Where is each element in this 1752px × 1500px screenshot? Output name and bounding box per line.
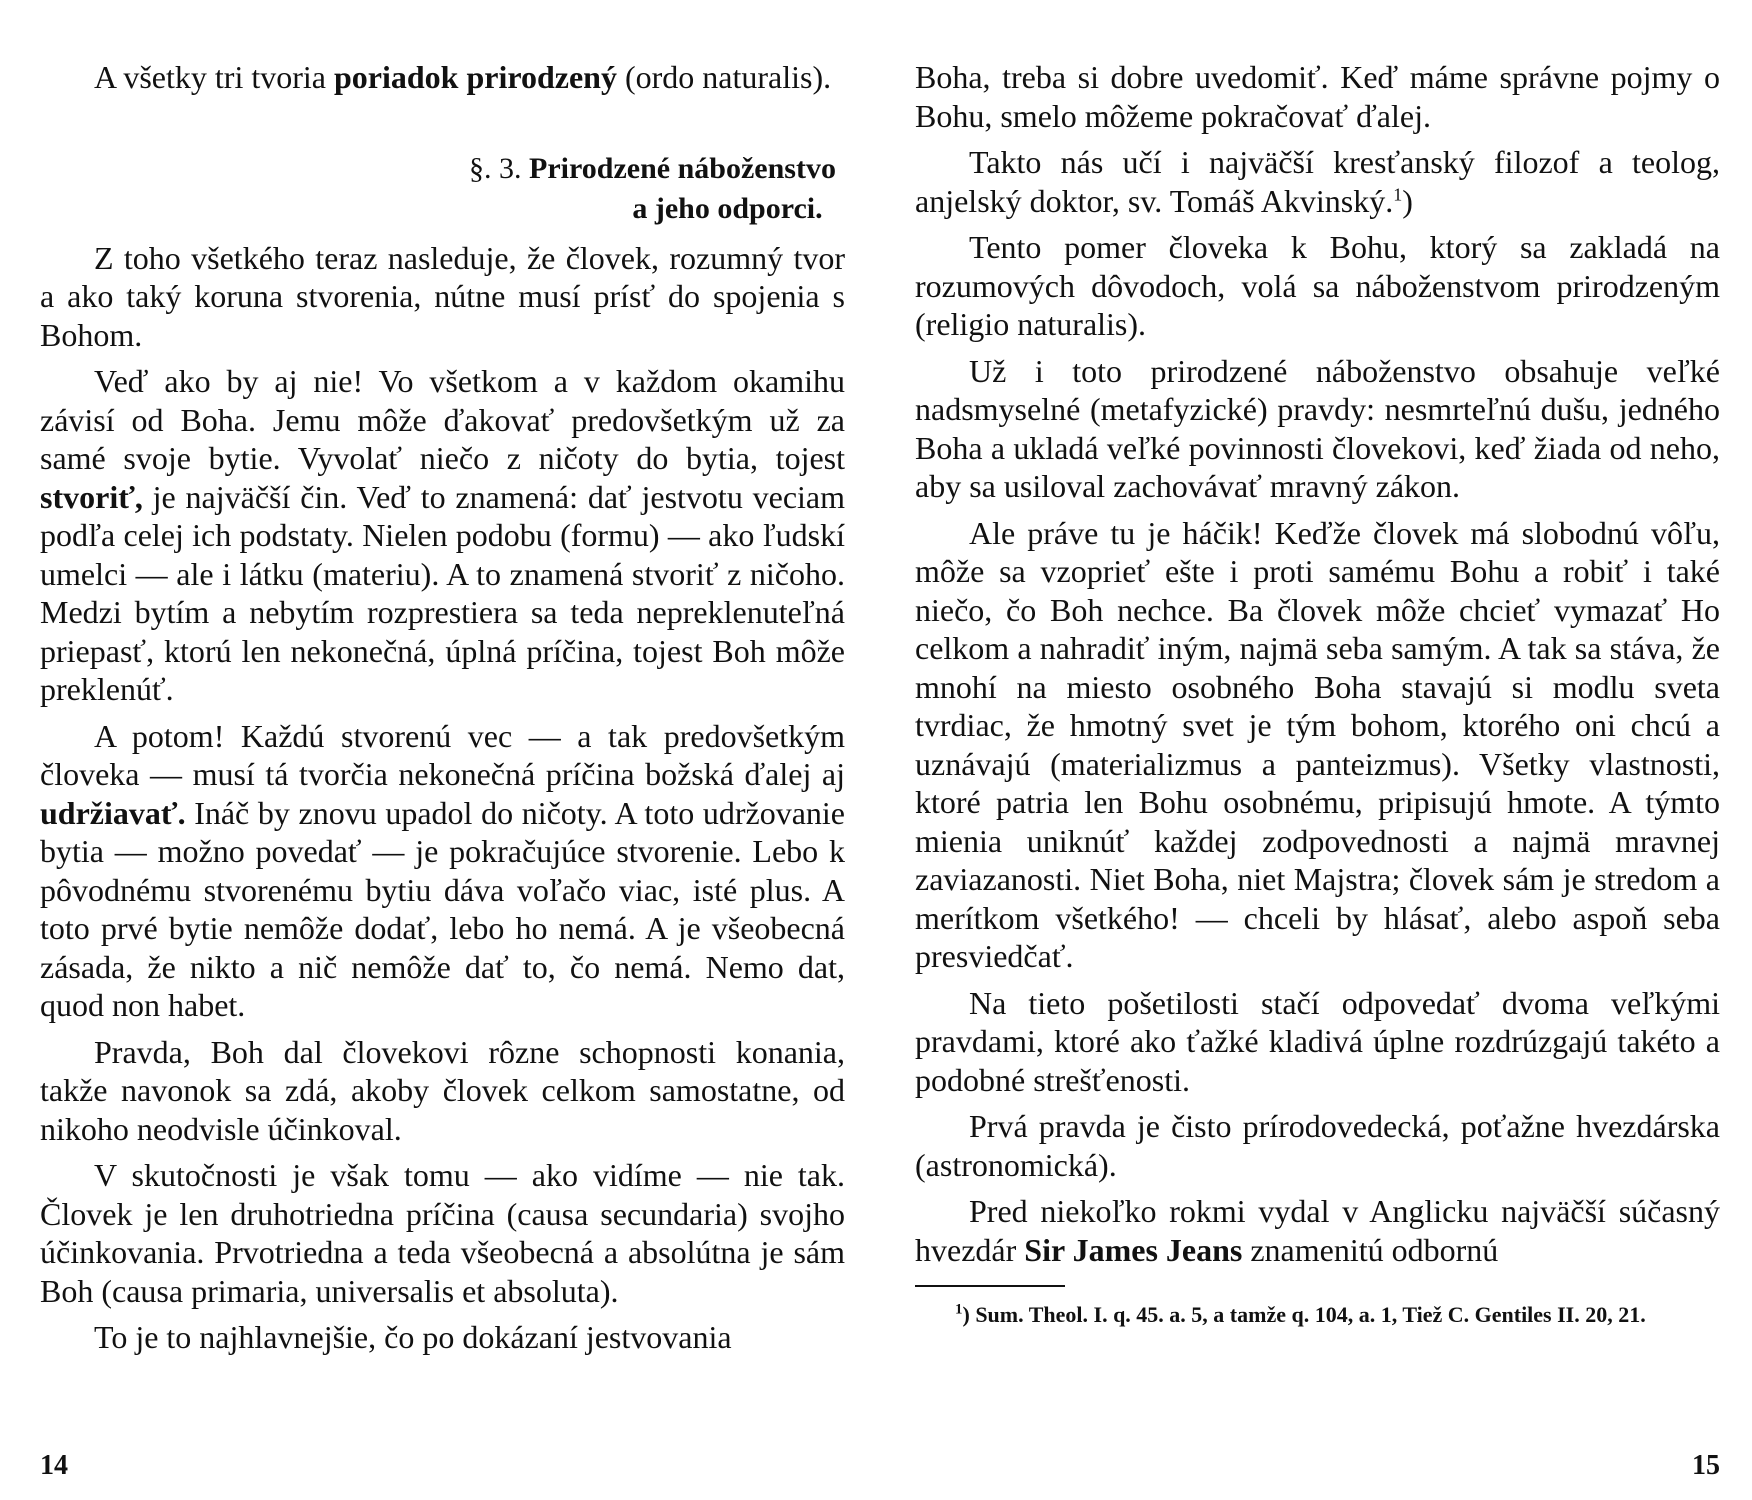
paragraph bbox=[40, 58, 845, 97]
paragraph: To je to najhlavnejšie, čo po dokázaní jestvovania bbox=[94, 1319, 732, 1355]
footnote-reference: 1 bbox=[1393, 183, 1403, 204]
section-number: §. 3. bbox=[469, 151, 522, 185]
text-run: znamenitú odbornú bbox=[1242, 1231, 1499, 1268]
right-text-column bbox=[915, 58, 1720, 1329]
paragraph bbox=[915, 1192, 1720, 1269]
text-run: A potom! Každú stvorenú vec — a tak predovšetkým človeka — musí tá tvorčia nekonečná príčina božská ďalej aj bbox=[40, 717, 845, 792]
page-number: 15 bbox=[1692, 1450, 1720, 1481]
paragraph: Na tieto pošetilosti stačí odpovedať dvoma veľkými pravdami, ktoré ako ťažké kladivá úplne rozdrúzgajú takéto a podobné strešťenosti. bbox=[915, 984, 1720, 1098]
bold-term: Sir James Jeans bbox=[1024, 1231, 1243, 1268]
text-run: je najväčší čin. Veď to znamená: dať jestvotu veciam podľa celej ich podstaty. Nielen podobu (formu) — ako ľudskí umelci — ale i látku (materiu). A to znamená stvoriť z ničoho. Medzi bytím a nebytím rozprestiera sa teda nepreklenuteľná priepasť, ktorú len nekonečná, úplná príčina, tojest Boh môže preklenúť. bbox=[40, 478, 845, 707]
text-run: Veď ako by aj nie! Vo všetkom a v každom okamihu závisí od Boha. Jemu môže ďakovať predovšetkým už za samé svoje bytie. Vyvolať niečo z ničoty do bytia, tojest bbox=[40, 363, 845, 476]
paragraph: Tento pomer človeka k Bohu, ktorý sa zakladá na rozumových dôvodoch, volá sa náboženstvom prirodzeným (religio naturalis). bbox=[915, 229, 1720, 342]
paragraph: Už i toto prirodzené náboženstvo obsahuje veľké nadsmyselné (metafyzické) pravdy: nesmrteľnú dušu, jedného Boha a ukladá veľké povinnosti človekovi, keď žiada od neho, aby sa usiloval zachovávať mravný zákon. bbox=[915, 352, 1720, 504]
footnote-ref-close: ) bbox=[1402, 182, 1413, 219]
left-page bbox=[40, 0, 845, 1500]
page-number: 14 bbox=[40, 1450, 68, 1481]
section-title-line-1 bbox=[460, 149, 845, 189]
paragraph bbox=[915, 143, 1720, 220]
text-run: A všetky tri tvoria bbox=[94, 59, 334, 95]
text-run: (ordo naturalis). bbox=[616, 59, 832, 95]
text-run: Pred niekoľko rokmi vydal v Anglicku najväčší súčasný hvezdár bbox=[915, 1193, 1720, 1268]
paragraph: Prvá pravda je čisto prírodovedecká, poťažne hvezdárska (astronomická). bbox=[915, 1108, 1720, 1183]
left-text-column bbox=[40, 58, 845, 1357]
section-title: Prirodzené náboženstvo bbox=[529, 151, 836, 185]
paragraph bbox=[40, 362, 845, 709]
footnote bbox=[915, 1301, 1720, 1329]
paragraph: Pravda, Boh dal človekovi rôzne schopnosti konania, takže navonok sa zdá, akoby človek celkom samostatne, od nikoho neodvisle účinkoval. bbox=[40, 1033, 845, 1147]
text-run: Ináč by znovu upadol do ničoty. A toto udržovanie bytia — možno povedať — je pokračujúce stvorenie. Lebo k pôvodnému stvorenému bytiu dáva voľačo viac, isté plus. A toto prvé bytie nemôže dodať, lebo ho nemá. A je všeobecná zásada, že nikto a nič nemôže dať to, čo nemá. Nemo dat, quod non habet. bbox=[40, 794, 845, 1023]
right-page bbox=[915, 0, 1720, 1500]
footnote-text: ) Sum. Theol. I. q. 45. a. 5, a tamže q. 104, a. 1, Tiež C. Gentiles II. 20, 21. bbox=[962, 1302, 1646, 1327]
section-heading bbox=[40, 149, 845, 229]
bold-term: udržiavať. bbox=[40, 794, 186, 831]
paragraph: V skutočnosti je však tomu — ako vidíme — nie tak. Človek je len druhotriedna príčina (causa secundaria) svojho účinkovania. Prvotriedna a teda všeobecná a absolútna je sám Boh (causa primaria, universalis et absoluta). bbox=[40, 1157, 845, 1309]
section-title-line-2: a jeho odporci. bbox=[632, 191, 823, 225]
footnote-mark: 1 bbox=[955, 1301, 963, 1318]
paragraph bbox=[40, 717, 845, 1025]
paragraph-text: Takto nás učí i najväčší kresťanský filozof a teolog, anjelský doktor, sv. Tomáš Akvinský. bbox=[915, 144, 1720, 219]
bold-term: stvoriť, bbox=[40, 478, 143, 515]
bold-term: poriadok prirodzený bbox=[333, 59, 617, 95]
paragraph: Ale práve tu je háčik! Keďže človek má slobodnú vôľu, môže sa vzoprieť ešte i proti samému Bohu a robiť i také niečo, čo Boh nechce. Ba človek môže chcieť vymazať Ho celkom a nahradiť iným, najmä seba samým. A tak sa stáva, že mnohí na miesto osobného Boha stavajú si modlu sveta tvrdiac, že hmotný svet je tým bohom, ktorého oni chcú a uznávajú (materializmus a panteizmus). Všetky vlastnosti, ktoré patria len Bohu osobnému, pripisujú hmote. A týmto mienia uniknúť každej zodpovednosti a najmä mravnej zaviazanosti. Niet Boha, niet Majstra; človek sám je stredom a merítkom všetkého! — chceli by hlásať, alebo aspoň seba presviedčať. bbox=[915, 514, 1720, 974]
paragraph: Boha, treba si dobre uvedomiť. Keď máme správne pojmy o Bohu, smelo môžeme pokračovať ďalej. bbox=[915, 59, 1720, 134]
paragraph: Z toho všetkého teraz nasleduje, že človek, rozumný tvor a ako taký koruna stvorenia, nútne musí prísť do spojenia s Bohom. bbox=[40, 239, 845, 353]
footnote-divider bbox=[915, 1285, 1065, 1287]
